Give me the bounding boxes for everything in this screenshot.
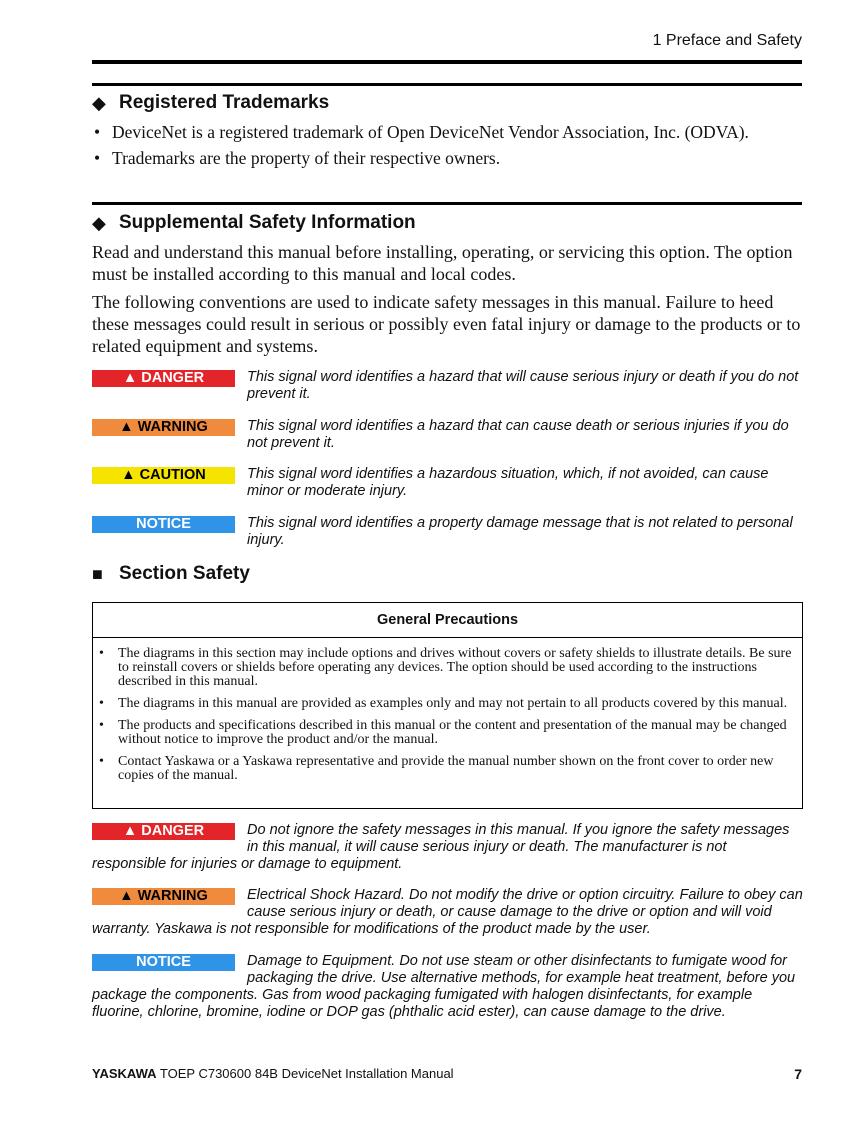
signal-caution bbox=[92, 466, 804, 500]
message-danger bbox=[92, 822, 804, 873]
square-icon: ■ bbox=[92, 563, 103, 584]
list-item: • Contact Yaskawa or a Yaskawa representative and provide the manual number shown on the front cover to order new copies of the manual. bbox=[99, 755, 794, 783]
signal-text: This signal word identifies a property damage message that is not related to personal injury. bbox=[247, 515, 793, 548]
supplemental-heading bbox=[92, 212, 416, 234]
trademarks-list bbox=[92, 122, 792, 174]
footer-brand: YASKAWA bbox=[92, 1066, 157, 1081]
section-rule bbox=[92, 202, 802, 205]
warning-label: ▲ WARNING bbox=[92, 419, 235, 436]
list-item: • The diagrams in this manual are provided as examples only and may not pertain to all products covered by this manual. bbox=[99, 697, 794, 711]
list-item: • Trademarks are the property of their respective owners. bbox=[92, 148, 792, 168]
list-item: • The diagrams in this section may include options and drives without covers or safety shields to illustrate details. Be sure to reinstall covers or shields before operating any devices. The option should be used according to the instructions described in this manual. bbox=[99, 647, 794, 689]
diamond-icon: ◆ bbox=[92, 212, 106, 233]
trademarks-heading-text: Registered Trademarks bbox=[119, 92, 330, 113]
footer-doc bbox=[92, 1066, 454, 1082]
signal-notice bbox=[92, 515, 804, 549]
section-safety-heading-text: Section Safety bbox=[119, 563, 250, 584]
section-safety-heading bbox=[92, 563, 250, 585]
signal-text: This signal word identifies a hazard that can cause death or serious injuries if you do not prevent it. bbox=[247, 418, 789, 451]
header-rule bbox=[92, 60, 802, 64]
general-precautions-box bbox=[92, 602, 803, 809]
message-text: Do not ignore the safety messages in this manual. If you ignore the safety messages in this manual, it will cause serious injury or death. The manufacturer is not responsible for injuries or damage to equipment. bbox=[92, 822, 790, 872]
message-notice bbox=[92, 953, 804, 1021]
caution-label: ▲ CAUTION bbox=[92, 467, 235, 484]
diamond-icon: ◆ bbox=[92, 92, 106, 113]
message-text: Damage to Equipment. Do not use steam or other disinfectants to fumigate wood for packaging the drive. Use alternative methods, for example heat treatment, before you package the components. Gas from wood packaging fumigated with halogen disinfectants, for example fluorine, chlorine, bromine, iodine or DOP gas (phthalic acid ester), can cause damage to the drive. bbox=[92, 953, 796, 1020]
danger-label: ▲ DANGER bbox=[92, 823, 235, 840]
page-footer bbox=[92, 1066, 802, 1082]
signal-text: This signal word identifies a hazardous situation, which, if not avoided, can cause minor or moderate injury. bbox=[247, 466, 769, 499]
intro-paragraph: Read and understand this manual before installing, operating, or servicing this option. The option must be installed according to this manual and local codes. bbox=[92, 242, 793, 284]
list-item: • DeviceNet is a registered trademark of Open DeviceNet Vendor Association, Inc. (ODVA). bbox=[92, 122, 792, 142]
section-rule bbox=[92, 83, 802, 86]
notice-label: NOTICE bbox=[92, 954, 235, 971]
footer-doc-title: TOEP C730600 84B DeviceNet Installation Manual bbox=[156, 1066, 454, 1081]
supplemental-heading-text: Supplemental Safety Information bbox=[119, 212, 416, 233]
conventions-paragraph: The following conventions are used to indicate safety messages in this manual. Failure to heed these messages could result in serious or possibly even fatal injury or damage to the products or to related equipment and systems. bbox=[92, 292, 801, 356]
signal-danger bbox=[92, 369, 804, 403]
danger-label: ▲ DANGER bbox=[92, 370, 235, 387]
precautions-list bbox=[93, 638, 802, 783]
message-warning bbox=[92, 887, 804, 938]
running-header: 1 Preface and Safety bbox=[652, 32, 802, 49]
signal-text: This signal word identifies a hazard that will cause serious injury or death if you do not prevent it. bbox=[247, 369, 799, 402]
warning-label: ▲ WARNING bbox=[92, 888, 235, 905]
message-text: Electrical Shock Hazard. Do not modify the drive or option circuitry. Failure to obey can cause serious injury or death, or cause damage to the drive or option and will void warranty. Yaskawa is not responsible for modifications of the product made by the user. bbox=[92, 887, 803, 937]
signal-warning bbox=[92, 418, 804, 452]
list-item: • The products and specifications described in this manual or the content and presentation of the manual may be changed without notice to improve the product and/or the manual. bbox=[99, 719, 794, 747]
page-number: 7 bbox=[794, 1066, 802, 1082]
box-title: General Precautions bbox=[93, 603, 802, 638]
trademarks-heading bbox=[92, 92, 329, 114]
notice-label: NOTICE bbox=[92, 516, 235, 533]
